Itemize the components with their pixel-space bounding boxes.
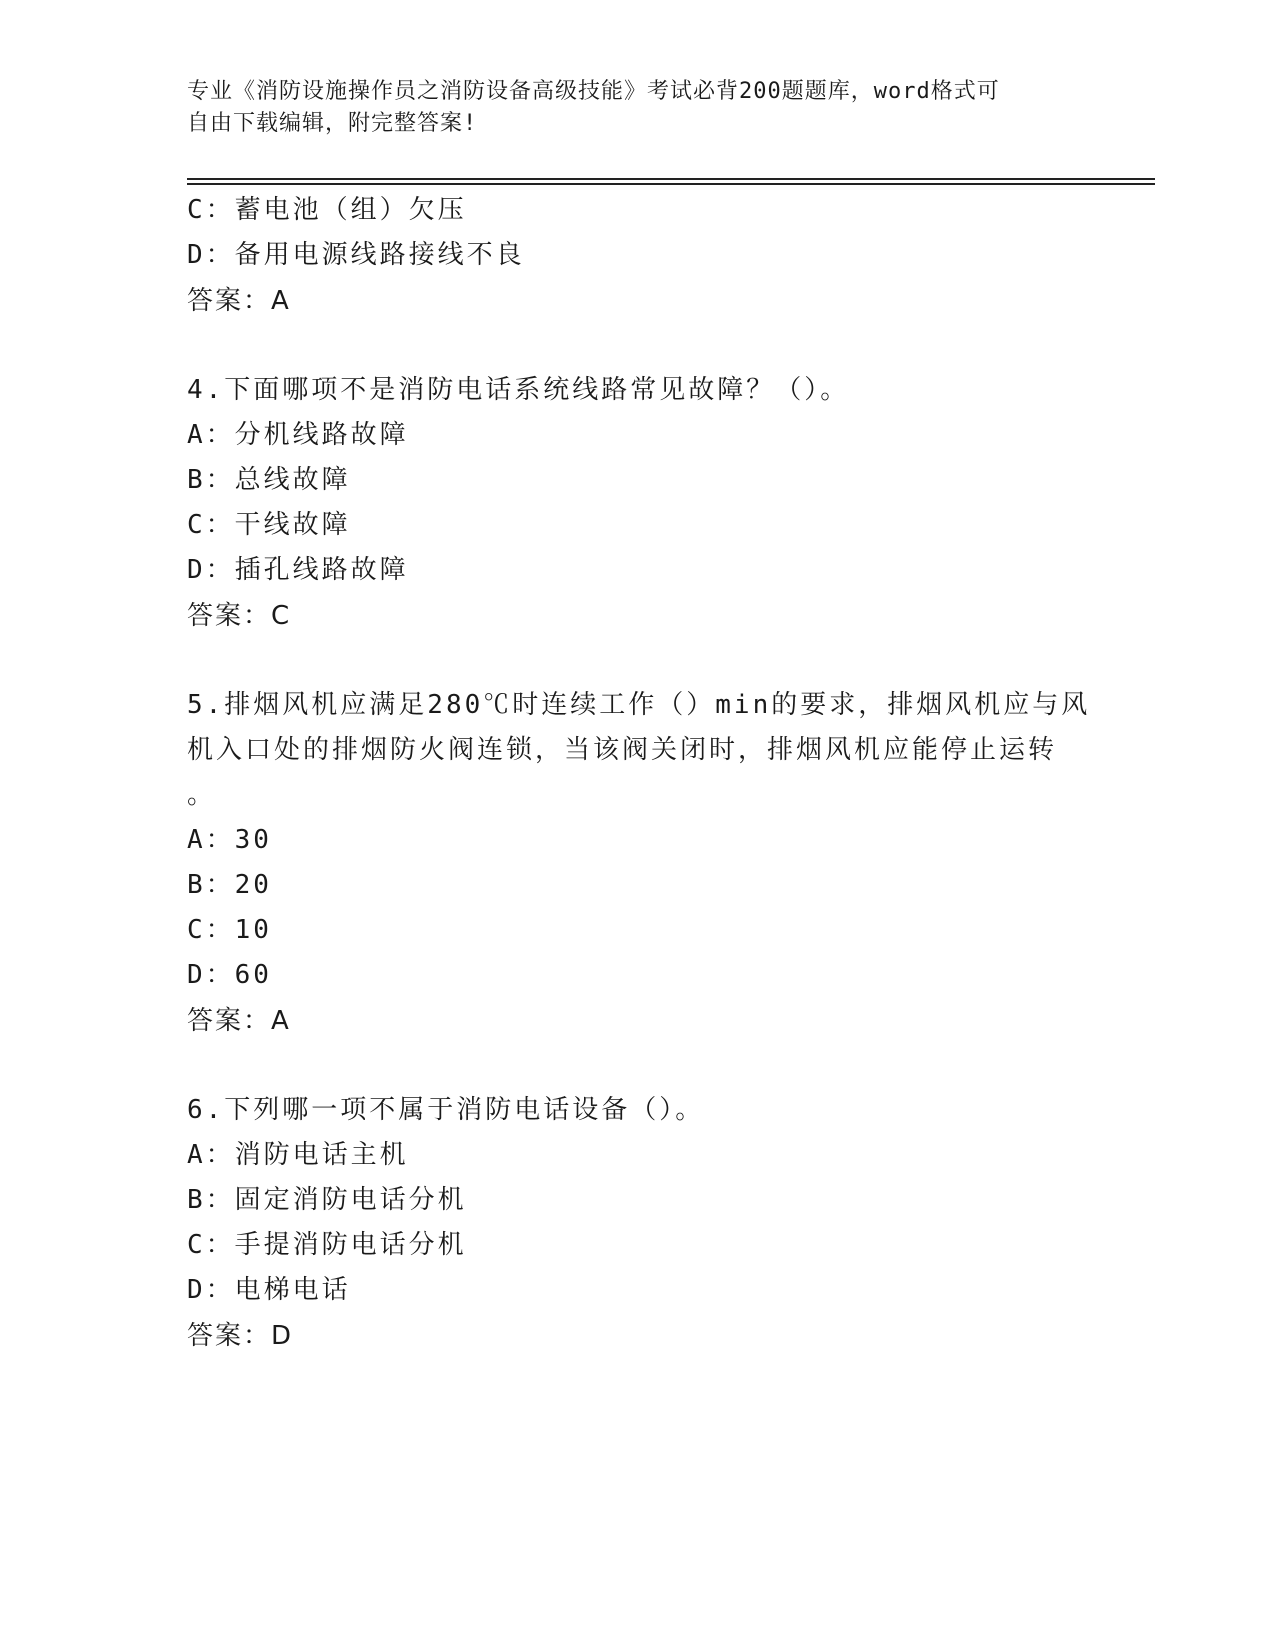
question-content [187, 188, 1091, 1359]
option-c: C：蓄电池（组）欠压 [187, 195, 467, 225]
question-stem: 4.下面哪项不是消防电话系统线路常见故障？（）。 [187, 375, 850, 405]
header-divider-top [187, 178, 1155, 180]
spacer [187, 1044, 1087, 1088]
question-5 [187, 683, 1091, 1044]
question-stem: 6.下列哪一项不属于消防电话设备（）。 [187, 1095, 705, 1125]
option-a: A：30 [187, 825, 272, 855]
option-d: D：插孔线路故障 [187, 555, 409, 585]
question-stem-line-2: 机入口处的排烟防火阀连锁，当该阀关闭时，排烟风机应能停止运转 [187, 735, 1058, 765]
option-d: D：60 [187, 960, 272, 990]
option-b: B：总线故障 [187, 465, 351, 495]
option-b: B：固定消防电话分机 [187, 1185, 467, 1215]
answer: 答案：A [187, 1006, 291, 1036]
option-c: C：10 [187, 915, 272, 945]
question-6 [187, 1088, 1087, 1359]
option-c: C：手提消防电话分机 [187, 1230, 467, 1260]
header-divider-bottom [187, 183, 1155, 185]
spacer [187, 324, 1087, 368]
option-b: B：20 [187, 870, 272, 900]
answer: 答案：A [187, 286, 291, 316]
question-3-tail [187, 188, 1087, 324]
answer: 答案：C [187, 601, 292, 631]
option-a: A：分机线路故障 [187, 420, 409, 450]
option-d: D：电梯电话 [187, 1275, 351, 1305]
option-d: D：备用电源线路接线不良 [187, 240, 525, 270]
question-stem-line-1: 5.排烟风机应满足280℃时连续工作（）min的要求，排烟风机应与风 [187, 690, 1091, 720]
header-line-1: 专业《消防设施操作员之消防设备高级技能》考试必背200题题库，word格式可 [187, 79, 1000, 104]
document-header [187, 76, 1067, 140]
header-line-2: 自由下载编辑，附完整答案! [187, 111, 478, 136]
option-a: A：消防电话主机 [187, 1140, 409, 1170]
answer: 答案：D [187, 1321, 294, 1351]
question-stem-line-3: 。 [187, 780, 217, 810]
spacer [187, 639, 1087, 683]
question-4 [187, 368, 1087, 639]
option-c: C：干线故障 [187, 510, 351, 540]
